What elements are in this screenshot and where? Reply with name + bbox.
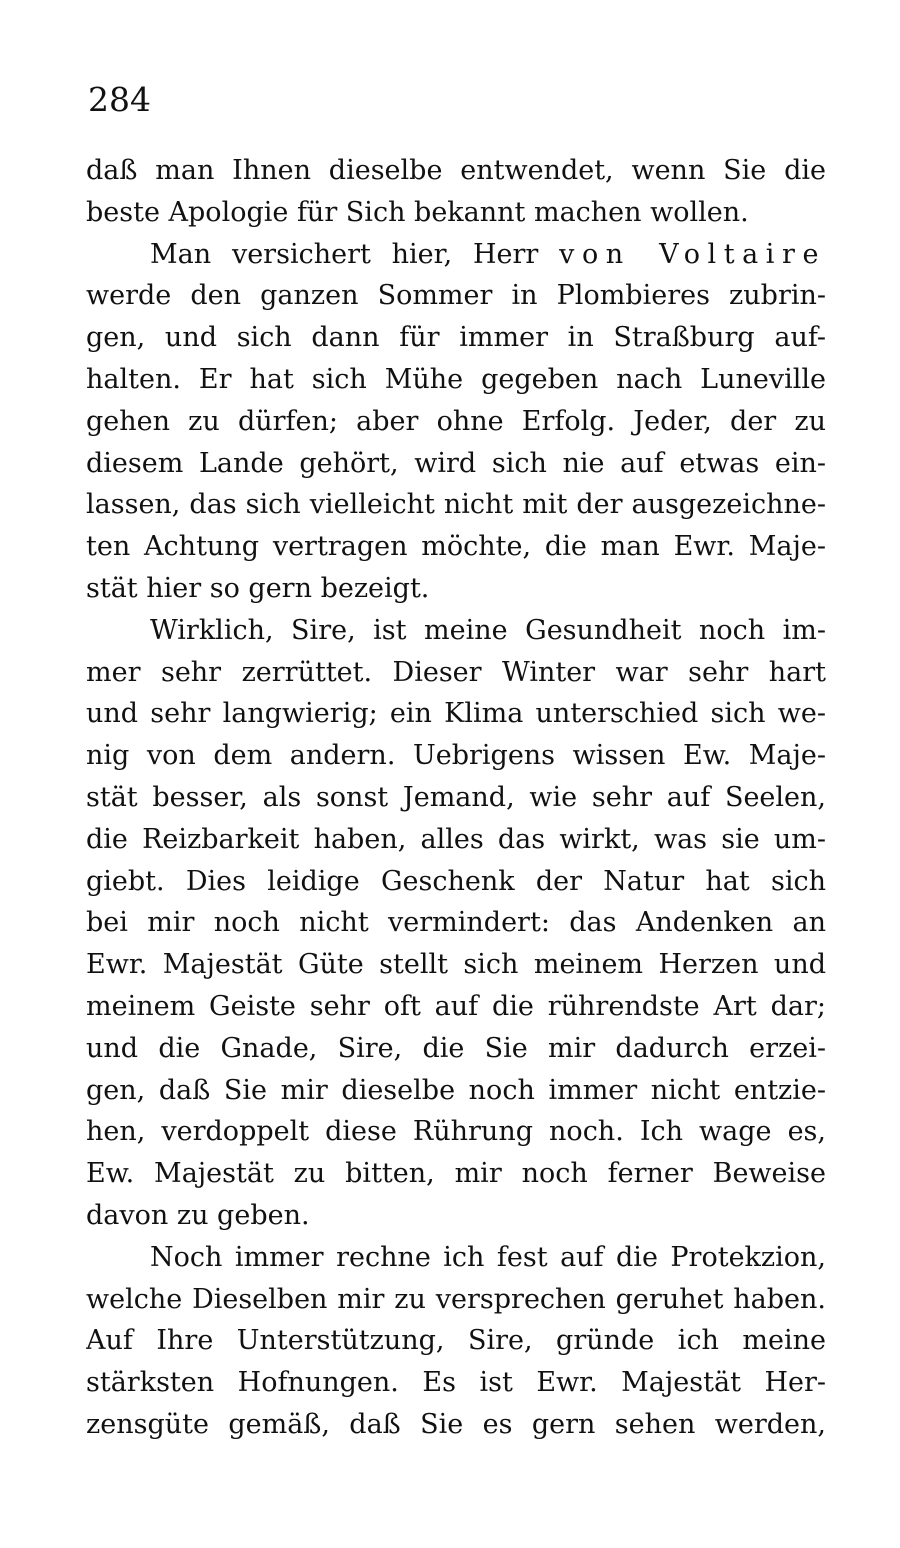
text-line: stät besser, als sonst Jemand, wie sehr auf Seelen, (86, 781, 826, 813)
text-line: giebt. Dies leidige Geschenk der Natur hat sich (86, 865, 826, 897)
text-line: und sehr langwierig; ein Klima unterschied sich we- (86, 698, 826, 730)
text-line: ten Achtung vertragen möchte, die man Ewr. Maje- (86, 531, 826, 563)
text-line: bei mir noch nicht vermindert: das Andenken an (86, 907, 826, 939)
text-line: lassen, das sich vielleicht nicht mit der ausgezeichne- (86, 489, 826, 521)
text-line-start: Man versichert hier, Herr (150, 238, 560, 270)
text-line: Ew. Majestät zu bitten, mir noch ferner Beweise (86, 1158, 826, 1190)
text-line: beste Apologie für Sich bekannt machen wollen. (86, 196, 749, 228)
text-line: davon zu geben. (86, 1199, 310, 1231)
text-line: halten. Er hat sich Mühe gegeben nach Luneville (86, 363, 826, 395)
text-line: daß man Ihnen dieselbe entwendet, wenn Sie die (86, 155, 826, 186)
page-number: 284 (88, 80, 151, 119)
text-line: hen, verdoppelt diese Rührung noch. Ich wage es, (86, 1116, 826, 1148)
emphasized-name: von Voltaire (559, 238, 826, 270)
text-line (86, 234, 826, 276)
text-line: stärksten Hofnungen. Es ist Ewr. Majestät Her- (86, 1367, 826, 1399)
text-line: gehen zu dürfen; aber ohne Erfolg. Jeder, der zu (86, 405, 826, 437)
text-line: Wirklich, Sire, ist meine Gesundheit noch im- (150, 614, 826, 646)
text-line: diesem Lande gehört, wird sich nie auf etwas ein- (86, 447, 826, 479)
text-line: werde den ganzen Sommer in Plombieres zubrin- (86, 280, 826, 312)
text-line: gen, daß Sie mir dieselbe noch immer nicht entzie- (86, 1074, 826, 1106)
text-line: Ewr. Majestät Güte stellt sich meinem Herzen und (86, 949, 826, 981)
text-line: nig von dem andern. Uebrigens wissen Ew. Maje- (86, 740, 826, 772)
text-line: Noch immer rechne ich fest auf die Protekzion, (150, 1241, 826, 1273)
text-line: die Reizbarkeit haben, alles das wirkt, was sie um- (86, 823, 826, 855)
text-line: stät hier so gern bezeigt. (86, 572, 430, 604)
text-line: meinem Geiste sehr oft auf die rührendste Art dar; (86, 990, 826, 1022)
text-line: mer sehr zerrüttet. Dieser Winter war sehr hart (86, 656, 826, 688)
text-line: und die Gnade, Sire, die Sie mir dadurch erzei- (86, 1032, 826, 1064)
body-text (86, 150, 826, 1446)
text-line: gen, und sich dann für immer in Straßburg auf- (86, 322, 826, 354)
text-line: welche Dieselben mir zu versprechen geruhet haben. (86, 1283, 826, 1315)
text-line: zensgüte gemäß, daß Sie es gern sehen werden, (86, 1408, 826, 1440)
text-line: Auf Ihre Unterstützung, Sire, gründe ich meine (86, 1325, 826, 1357)
